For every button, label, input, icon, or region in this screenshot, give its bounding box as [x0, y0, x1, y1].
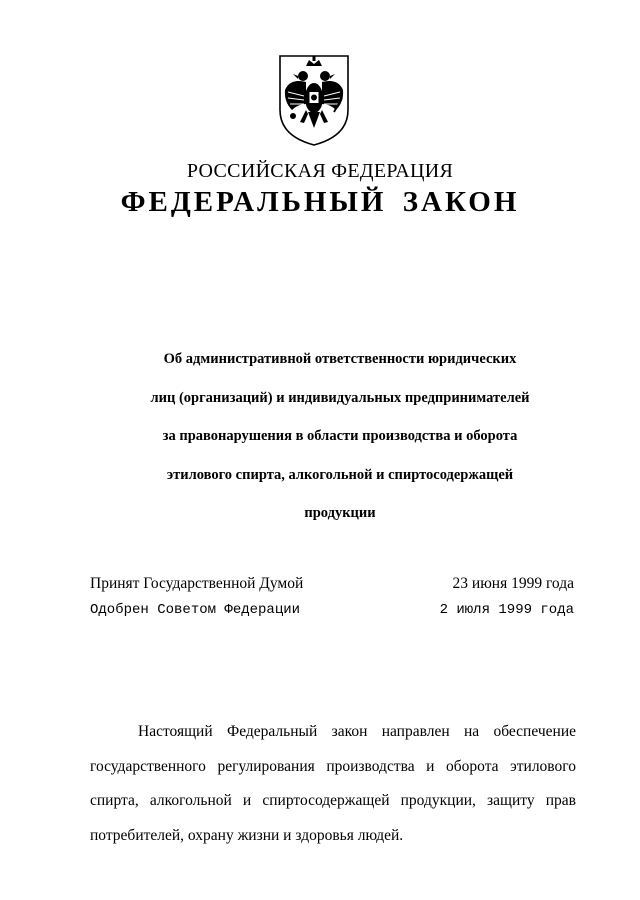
- body-line: спирта, алкогольной и спиртосодержащей продукции, защиту прав: [90, 792, 576, 809]
- council-approval-date: 2 июля 1999 года: [439, 602, 574, 618]
- council-approval-label: Одобрен Советом Федерации: [90, 602, 301, 618]
- coat-of-arms-icon: [276, 52, 352, 148]
- country-heading: РОССИЙСКАЯ ФЕДЕРАЦИЯ: [186, 160, 454, 182]
- duma-adoption-label: Принят Государственной Думой: [90, 575, 304, 592]
- law-title: [0, 350, 640, 543]
- adoption-block: [90, 574, 574, 626]
- duma-adoption-row: [90, 574, 574, 600]
- law-title-line: за правонарушения в области производства и оборота: [162, 428, 518, 444]
- law-title-line: Об административной ответственности юридических: [163, 351, 517, 367]
- duma-adoption-date: 23 июня 1999 года: [452, 575, 574, 592]
- law-title-line: продукции: [304, 505, 376, 521]
- law-title-line: этилового спирта, алкогольной и спиртосодержащей: [166, 466, 514, 483]
- body-line: государственного регулирования производства и оборота этилового: [90, 757, 576, 775]
- body-line: Настоящий Федеральный закон направлен на обеспечение: [138, 723, 576, 740]
- body-paragraph: [90, 722, 576, 860]
- body-line: потребителей, охрану жизни и здоровья людей.: [90, 826, 404, 844]
- council-approval-row: [90, 600, 574, 626]
- law-title-line: лиц (организаций) и индивидуальных предпринимателей: [150, 389, 530, 406]
- document-type-heading: ФЕДЕРАЛЬНЫЙ ЗАКОН: [120, 186, 520, 218]
